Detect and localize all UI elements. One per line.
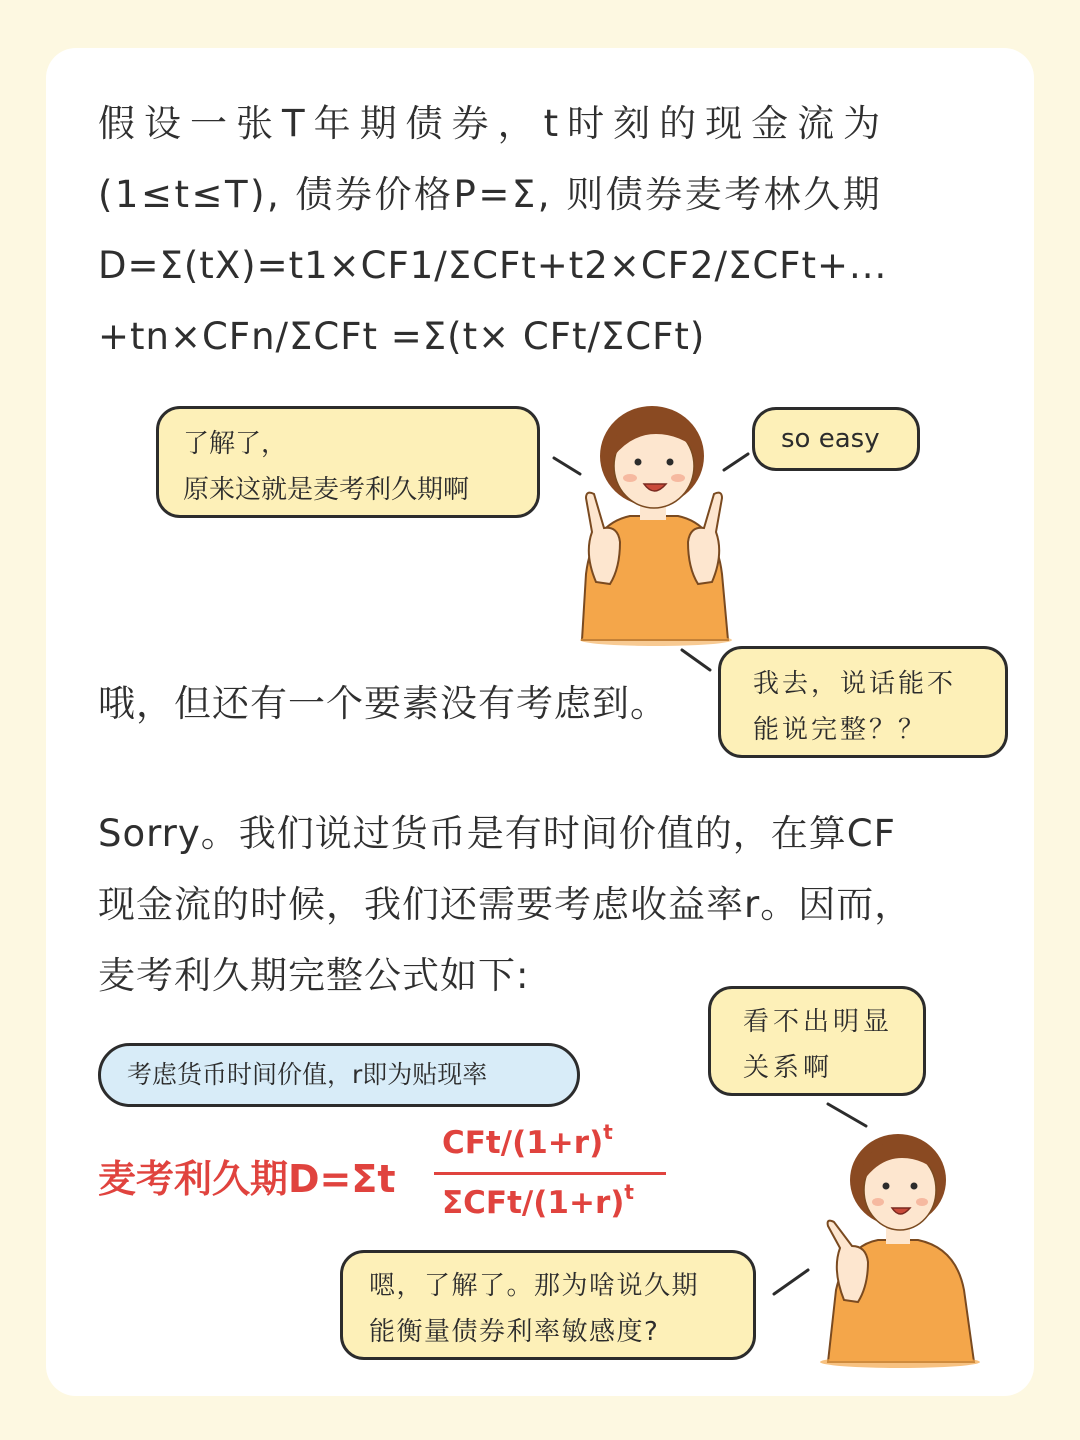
bubble-pointer-line xyxy=(770,1266,812,1298)
bubble-line: 能衡量债券利率敏感度? xyxy=(369,1317,660,1347)
paragraph-line: (1≤t≤T), 债券价格P=Σ, 则债券麦考林久期 xyxy=(98,173,883,216)
bubble-line: 关系啊 xyxy=(743,1053,834,1083)
character-pointing-illustration xyxy=(552,404,752,648)
character-thinking-illustration xyxy=(806,1130,986,1370)
paragraph-line: +tn×CFn/ΣCFt =Σ(t× CFt/ΣCFt) xyxy=(98,315,706,358)
denominator-exponent: t xyxy=(624,1180,634,1204)
paragraph-line: 麦考利久期完整公式如下: xyxy=(98,954,530,997)
bubble-pointer-line xyxy=(824,1100,870,1130)
bubble-line: 了解了， xyxy=(183,429,288,459)
formula-numerator xyxy=(442,1120,613,1161)
paragraph-line: 假设一张T年期债券，t时刻的现金流为 xyxy=(98,102,890,145)
speech-bubble-no-relation xyxy=(708,986,926,1096)
speech-bubble-understood xyxy=(156,406,540,518)
bubble-line: 原来这就是麦考利久期啊 xyxy=(183,475,470,505)
speech-bubble-why-sensitivity xyxy=(340,1250,756,1360)
numerator-text: CFt/(1+r) xyxy=(442,1125,604,1161)
paragraph-line: 现金流的时候，我们还需要考虑收益率r。因而， xyxy=(98,883,913,926)
bubble-line: 我去，说话能不 xyxy=(753,669,957,699)
speech-bubble-complain xyxy=(718,646,1008,758)
paragraph-bond-definition xyxy=(98,88,988,372)
bubble-line: 能说完整？？ xyxy=(753,715,928,745)
paragraph-line: Sorry。我们说过货币是有时间价值的，在算CF xyxy=(98,812,896,855)
fraction-bar xyxy=(434,1172,666,1175)
paragraph-line: D=Σ(tX)=t1×CF1/ΣCFt+t2×CF2/ΣCFt+... xyxy=(98,244,888,287)
bubble-line: 看不出明显 xyxy=(743,1007,894,1037)
paragraph-line: 哦，但还有一个要素没有考虑到。 xyxy=(98,682,668,725)
formula-lhs: 麦考利久期D=Σt xyxy=(98,1157,396,1201)
tag-text: 考虑货币时间价值，r即为贴现率 xyxy=(127,1060,488,1089)
paragraph-time-value xyxy=(98,798,988,1011)
bubble-line: 嗯，了解了。那为啥说久期 xyxy=(369,1271,700,1301)
bubble-text: so easy xyxy=(781,424,880,454)
note-tag-discount-rate xyxy=(98,1043,580,1107)
speech-bubble-so-easy xyxy=(752,407,920,471)
numerator-exponent: t xyxy=(603,1120,613,1144)
denominator-text: ΣCFt/(1+r) xyxy=(442,1185,625,1221)
formula-denominator xyxy=(442,1180,634,1221)
